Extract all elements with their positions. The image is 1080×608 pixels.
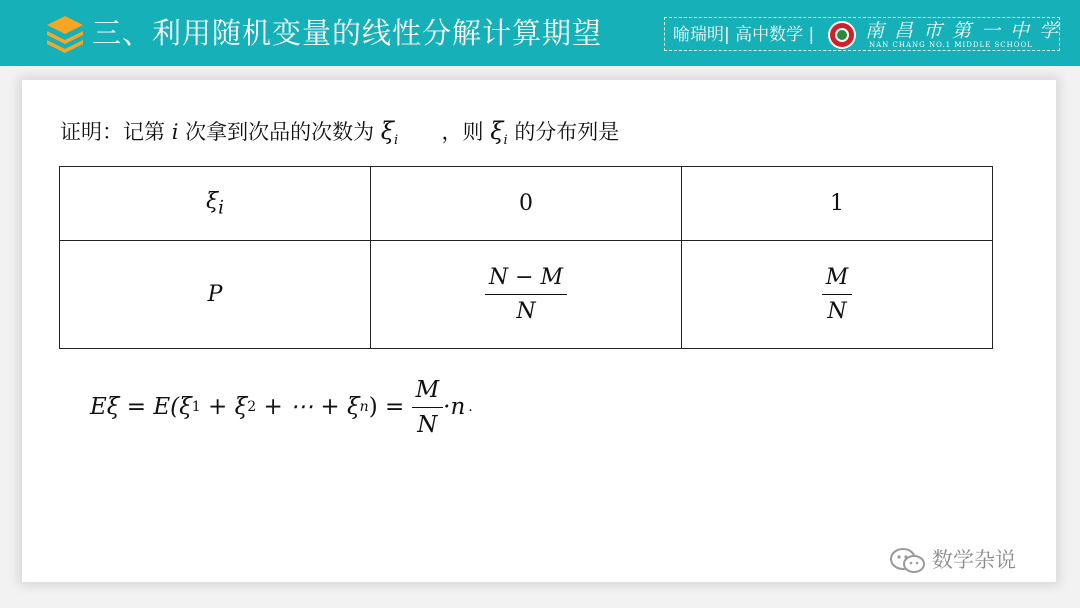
- wechat-icon: [888, 546, 928, 576]
- school-name-en: NAN CHANG NO.1 MIDDLE SCHOOL: [869, 41, 1033, 49]
- xi-symbol-2: ξ: [490, 117, 504, 145]
- author-label: 喻瑞明| 高中数学 |: [673, 25, 815, 45]
- slide-title: 三、利用随机变量的线性分解计算期望: [92, 16, 603, 50]
- xi-symbol: ξ: [380, 117, 394, 145]
- expectation-formula: Eξ = E(ξ 1 + ξ 2 + ⋯ + ξ n ) = $\frac{M}{N}$ ·n .: [90, 376, 473, 438]
- fraction-m-over-n-formula: $\frac{M}{N}$: [412, 377, 444, 438]
- watermark: [888, 540, 1016, 580]
- distribution-table: [59, 166, 993, 349]
- var-i: i: [171, 120, 179, 144]
- watermark-text: 数学杂说: [932, 548, 1016, 572]
- school-name-cn: 南昌市第一中学: [865, 20, 1069, 42]
- school-seal-icon: [827, 20, 857, 50]
- table-row-values: [60, 167, 993, 241]
- author-badge: [664, 17, 1069, 51]
- cell-prob-0: [371, 241, 682, 349]
- table-row-probabilities: [60, 241, 993, 349]
- header-bar: [0, 0, 1080, 66]
- cell-value-0: 0: [371, 167, 682, 241]
- stacked-layers-icon: [44, 12, 86, 54]
- cell-xi-label: $\xi_i$: [60, 167, 371, 241]
- proof-statement: [60, 114, 619, 148]
- cell-value-1: 1: [682, 167, 993, 241]
- xi-subscript: i: [394, 133, 399, 149]
- cell-p-label: P: [60, 241, 371, 349]
- fraction-m-over-n: $\frac{M}{N}$: [822, 265, 853, 324]
- statement-text-1: 证明：记第: [60, 120, 165, 144]
- cell-prob-1: [682, 241, 993, 349]
- xi-subscript-2: i: [503, 133, 508, 149]
- fraction-n-minus-m-over-n: $\frac{N - M}{N}$: [485, 265, 567, 324]
- statement-text-2: 次拿到次品的次数为: [185, 120, 375, 144]
- statement-text-4: 的分布列是: [514, 120, 620, 144]
- statement-text-3: ，则: [441, 120, 484, 144]
